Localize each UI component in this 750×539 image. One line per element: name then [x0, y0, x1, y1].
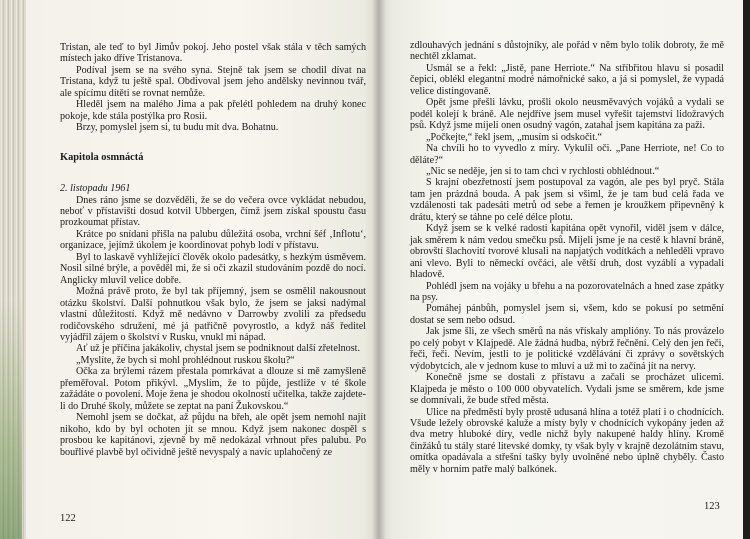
left-page-text: [60, 42, 366, 458]
paragraph: Usmál se a řekl: „Jistě, pane Herriote.“ Na stříbřitou hlavu si posadil čepici, oblékl elegantní modré námořnické sako, a já si pomyslel, že vypadá velice distingovaně.: [410, 62, 724, 97]
paragraph: „Počkejte,“ řekl jsem, „musím si odskočit.“: [426, 131, 603, 143]
paragraph: Ulice na předměstí byly prostě udusaná hlína a totéž platí i o chodnících. Všude ležely obrovské kaluže a místy byly v chodnících vykopány jeden až dva metry hluboké díry, vedle nichž byly nakupené haldy hlíny. Kromě činžáků tu stály staré litevské domky, ty však byly v krajně dezolátním stavu, omítka opadávala a střešní tašky byly uvolněné nebo úplně chyběly. Často měly v horním patře malý balkónek.: [410, 406, 724, 475]
page-number-left: 122: [60, 513, 76, 524]
paragraph: Byl to laskavě vyhlížející člověk okolo padesátky, s hezkým úsměvem. Nosil silné brýle, a pověděl mi, že si oči zkazil studováním pozdě do nocí. Anglicky mluvil velice dobře.: [60, 251, 366, 286]
paragraph: Brzy, pomyslel jsem si, tu budu mít dva. Bohatnu.: [76, 122, 279, 134]
paragraph: Opět jsme přešli lávku, prošli okolo neusměvavých vojáků a vydali se podél kolejí k bráně. Ale nejdříve jsem musel vyřešit tajemství lidožravých psů. Když jsme míjeli onen osudný vagón, zatahal jsem kapitána za paži.: [410, 97, 724, 132]
paragraph: Podíval jsem se na svého syna. Stejně tak jsem se chodil dívat na Tristana, když tu ještě spal. Obdivoval jsem jeho andělsky nevinnou tvář, ale spícímu dítěti se rovnat nemůže.: [60, 64, 366, 99]
chapter-date: 2. listopadu 1961: [60, 183, 131, 195]
page-edge-shadow: [0, 300, 22, 539]
paragraph: S krajní obezřetností jsem postupoval za vagón, ale pes byl pryč. Stála tam jen prázdná bouda. A pak jsem si všiml, že je tam bud celá řada ve vzdálenosti tak padesáti metrů od sebe a řemen je kroužkem připevněný k drátu, který se táhne po celé délce plotu.: [410, 177, 724, 223]
paragraph: Očka za brýlemi rázem přestala pomrkávat a dlouze si mě zamyšleně přeměřoval. Potom přikývl. „Myslím, že to půjde, jestliže v té škole zažádáte o povolení. Moje žena je shodou okolností učitelka, takže zajdete-li do Druhé školy, můžete se zeptat na paní Žukovskou.“: [60, 366, 366, 412]
paragraph: Jak jsme šli, ze všech směrů na nás vřískaly amplióny. To nás provázelo po celý pobyt v Klajpedě. Ale žádná hudba, nýbrž řečnění. Celý den jen řeči, řeči, řeči. Nevím, jestli to je politické vzdělávání či zprávy o sovětských výdobytcích, ale v jednom kuse to mluví a už mi to začíná jít na nervy.: [410, 326, 724, 372]
paragraph: zdlouhavých jednání s důstojníky, ale pořád v něm bylo tolik dobroty, že mě nechtěl zklamat.: [410, 40, 724, 63]
paragraph: Tristan, ale teď to byl Jimův pokoj. Jeho postel však stála v těch samých místech jako dříve Tristanova.: [60, 42, 366, 65]
paragraph: Krátce po snídani přišla na palubu důležitá osoba, vrchní šéf ‚Inflotu‘, organizace, jejímž úkolem je koordinovat pohyb lodí v přístavu.: [60, 228, 366, 252]
paragraph: Pohlédl jsem na vojáky u břehu a na pozorovatelnách a hned zase zpátky na psy.: [410, 280, 724, 303]
paragraph: Konečně jsme se dostali z přístavu a začali se procházet ulicemi. Klajpeda je město o 100 000 obyvatelích. Vydali jsme se směrem, kde jsme se domnívali, že bude střed města.: [410, 372, 724, 407]
paragraph: Na chvíli ho to vyvedlo z míry. Vykulil oči. „Pane Herriote, ne! Co to děláte?“: [410, 143, 724, 166]
page-number-right: 123: [704, 501, 720, 512]
paragraph: Nemohl jsem se dočkat, až půjdu na břeh, ale opět jsem nemohl najít nikoho, kdo by byl ochoten jít se mnou. Když jsem nakonec dospěl s prosbou ke kapitánovi, zjevně by mě nedokázal vrhnout přes palubu. Po bouřlivé plavbě byl očividně ještě nevyspalý a navíc uplahočený ze: [60, 412, 366, 458]
left-page: [26, 0, 378, 539]
paragraph: Hleděl jsem na malého Jima a pak přelétl pohledem na druhý konec pokoje, kde stála postýlka pro Rosii.: [60, 99, 366, 122]
paragraph: „Nic se neděje, jen si to tam chci v rychlosti obhlédnout.“: [426, 165, 660, 177]
paragraph: Pomáhej pánbůh, pomyslel jsem si, všem, kdo se pokusí po setmění dostat se sem nebo odsud.: [410, 303, 724, 326]
scan-border: [743, 0, 750, 539]
paragraph: „Myslíte, že bych si mohl prohlédnout ruskou školu?“: [76, 354, 295, 366]
paragraph: Když jsem se k velké radosti kapitána opět vynořil, viděl jsem v dálce, jak směrem k nám vedou smečku psů. Mijeli jsme je na cestě k hlavní bráně, obrovští šlachovití tvorové klusali na napjatých vodítkách a nehleděli vpravo ani vlevo. Byli to německí ovčáci, ale větší druh, dost vyzáblí a vypadali hladově.: [410, 223, 724, 281]
chapter-title: Kapitola osmnáctá: [60, 151, 144, 163]
book-gutter: [372, 0, 386, 539]
paragraph: Ať už je příčina jakákoliv, chystal jsem se podniknout další zřetelnost.: [76, 343, 360, 355]
paragraph: Dnes ráno jsme se dozvěděli, že se do večera ovce vykládat nebudou, neboť v přístavišti dosud kotvil Ubbergen, čímž jsem získal spoustu času prozkoumat přístav.: [60, 194, 366, 229]
right-page: [378, 0, 743, 539]
paragraph: Možná právě proto, že byl tak příjemný, jsem se osmělil nakousnout otázku školství. Další pohnutkou však bylo, že jsem se jaksi nadýmal vlastní důležitostí. Když mě nedávno v Darrowby zvolili za předsedu rodičovského sdružení, mé já patřičně povyrostlo, a když náš ředitel vyjádřil zájem o školství v Rusku, vnukl mi nápad.: [60, 286, 366, 343]
right-page-text: [410, 40, 724, 475]
